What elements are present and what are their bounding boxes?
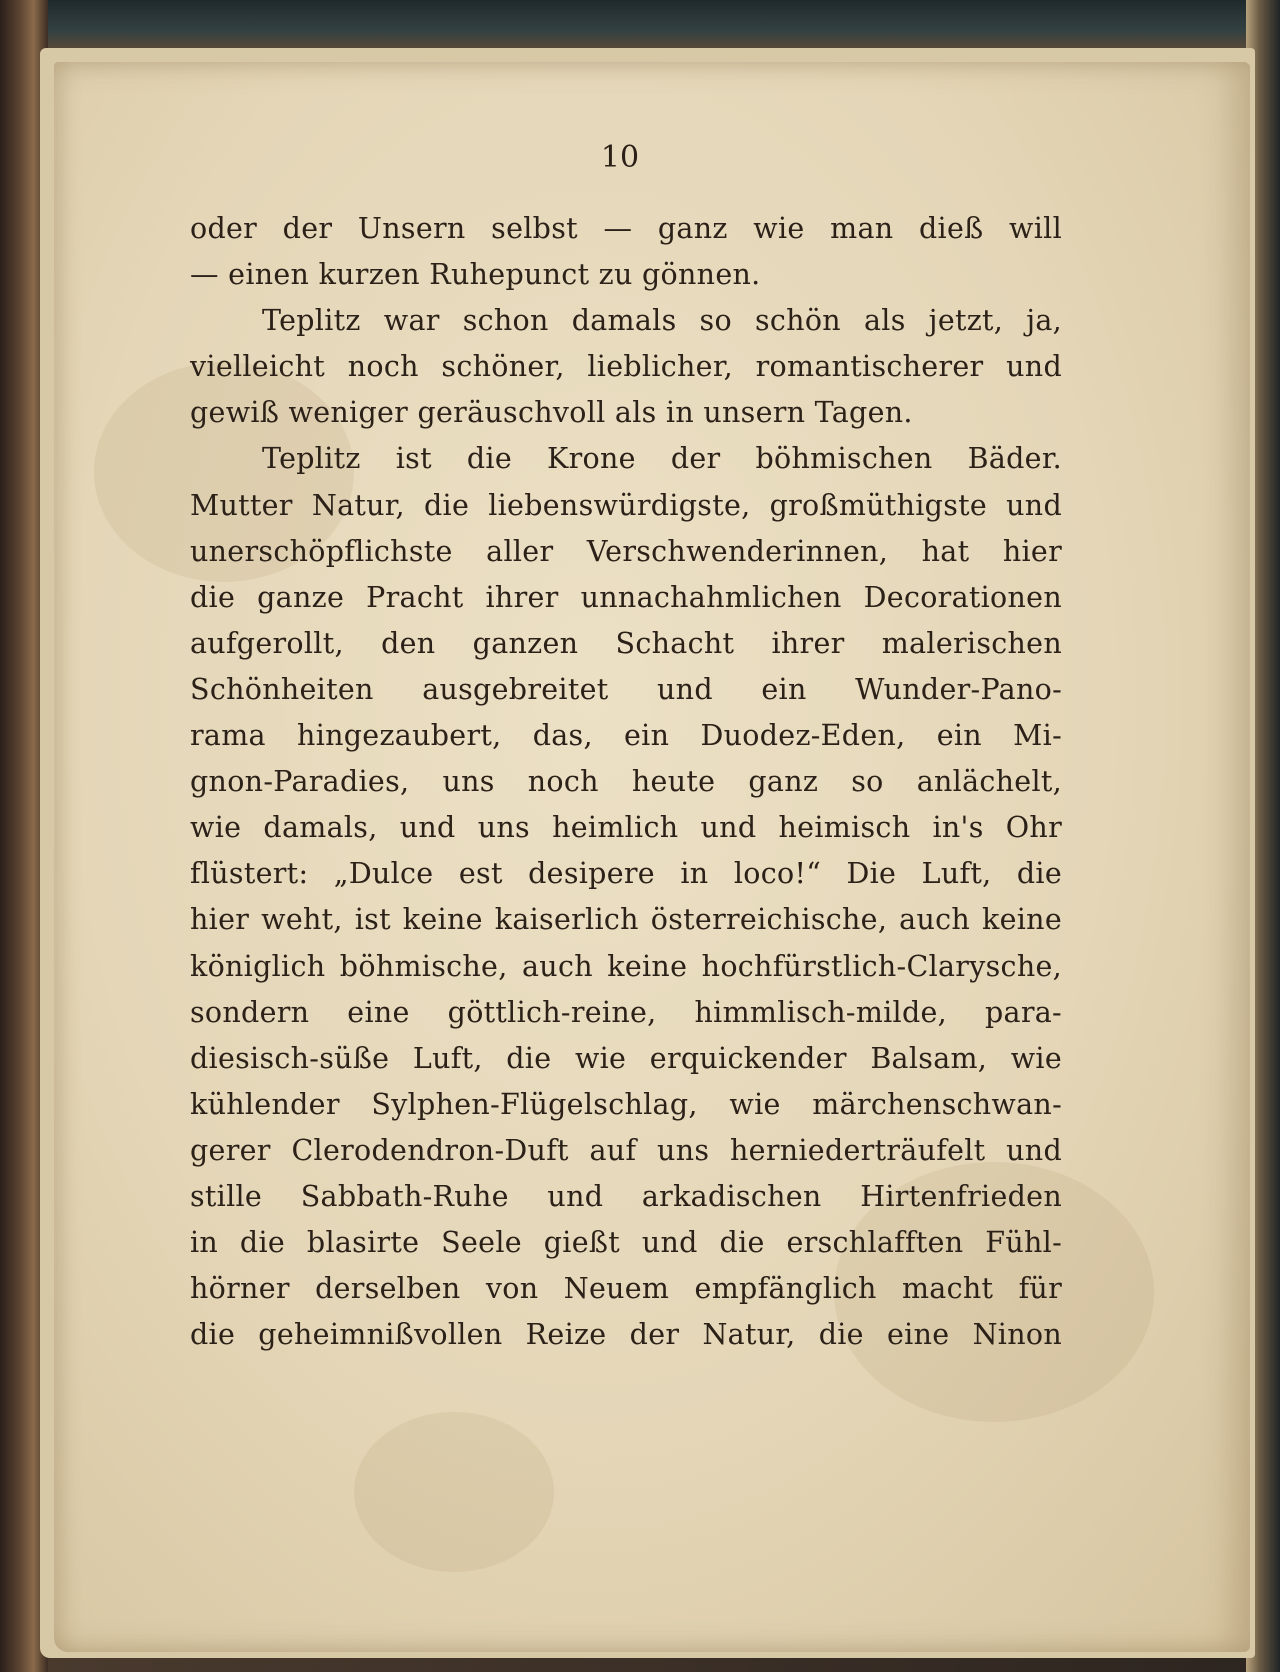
text-line: die ganze Pracht ihrer unnachahmlichen Decorationen	[190, 580, 1062, 614]
text-line: Schönheiten ausgebreitet und ein Wunder-Pano-	[190, 672, 1062, 706]
text-line: hier weht, ist keine kaiserlich österreichische, auch keine	[190, 903, 1062, 937]
text-line: vielleicht noch schöner, lieblicher, romantischerer und	[190, 350, 1062, 384]
paper-stain	[354, 1412, 554, 1572]
text-line: hörner derselben von Neuem empfänglich macht für	[190, 1272, 1062, 1306]
text-line: gewiß weniger geräuschvoll als in unsern Tagen.	[190, 396, 913, 430]
text-line: wie damals, und uns heimlich und heimisch in's Ohr	[190, 811, 1062, 845]
text-line: sondern eine göttlich-reine, himmlisch-milde, para-	[190, 995, 1062, 1029]
page-number: 10	[600, 140, 640, 175]
text-line: stille Sabbath-Ruhe und arkadischen Hirtenfrieden	[190, 1179, 1062, 1213]
book-binding-top	[40, 0, 1280, 50]
text-line: Mutter Natur, die liebenswürdigste, großmüthigste und	[190, 488, 1062, 522]
text-line: oder der Unsern selbst — ganz wie man dieß will	[190, 212, 1062, 245]
text-line: königlich böhmische, auch keine hochfürstlich-Clarysche,	[190, 949, 1062, 983]
text-line: — einen kurzen Ruhepunct zu gönnen.	[190, 258, 761, 292]
text-line: unerschöpflichste aller Verschwenderinnen, hat hier	[190, 534, 1062, 568]
text-line: Teplitz ist die Krone der böhmischen Bäder.	[262, 442, 1062, 476]
body-text	[190, 206, 1062, 1358]
text-line: aufgerollt, den ganzen Schacht ihrer malerischen	[190, 626, 1062, 660]
text-line: Teplitz war schon damals so schön als jetzt, ja,	[262, 304, 1062, 338]
text-line: in die blasirte Seele gießt und die erschlafften Fühl-	[190, 1226, 1062, 1260]
text-line: rama hingezaubert, das, ein Duodez-Eden, ein Mi-	[190, 719, 1062, 753]
text-line: flüstert: „Dulce est desipere in loco!“ Die Luft, die	[190, 857, 1062, 891]
text-line: kühlender Sylphen-Flügelschlag, wie märchenschwan-	[190, 1087, 1062, 1121]
text-line: die geheimnißvollen Reize der Natur, die eine Ninon	[190, 1318, 1062, 1352]
text-line: gerer Clerodendron-Duft auf uns herniederträufelt und	[190, 1133, 1062, 1167]
text-line: diesisch-süße Luft, die wie erquickender Balsam, wie	[190, 1041, 1062, 1075]
text-line: gnon-Paradies, uns noch heute ganz so anlächelt,	[190, 765, 1062, 799]
